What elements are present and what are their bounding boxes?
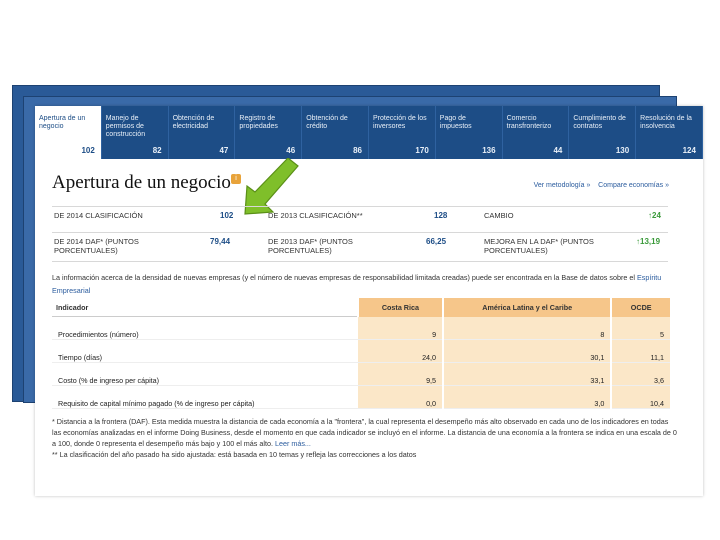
main-panel bbox=[35, 106, 703, 496]
tab-impuestos[interactable] bbox=[436, 106, 503, 159]
header-america-latina: América Latina y el Caribe bbox=[443, 298, 611, 317]
daf-improvement-value: ↑13,19 bbox=[636, 237, 661, 246]
tab-credito[interactable] bbox=[302, 106, 369, 159]
costa-rica-value: 9 bbox=[358, 317, 443, 340]
latam-value: 8 bbox=[443, 317, 611, 340]
rank-2013-label: DE 2013 CLASIFICACIÓN** bbox=[268, 211, 363, 220]
ocde-value: 11,1 bbox=[611, 340, 671, 363]
compare-link[interactable]: Compare economías » bbox=[598, 182, 669, 189]
tab-rank: 130 bbox=[615, 146, 630, 155]
paragraph-text: La información acerca de la densidad de nuevas empresas (y el número de nuevas empresas de responsabilidad limitada creadas) puede ser encontrada en la Base de datos sobre el bbox=[52, 273, 637, 282]
table-row bbox=[52, 340, 671, 363]
tab-rank: 44 bbox=[553, 146, 563, 155]
footnote-daf-text: * Distancia a la frontera (DAF). Esta medida muestra la distancia de cada economía a la "frontera", la cual representa el desempeño más alto observado en cada uno de los indicadores en todas las economías analizadas en el informe Doing Business, desde el momento en que cada indicador se incluyó en el informe. La distancia de una economía a la frontera se indica en una escala de 0 a 100, donde 0 representa el desempeño más bajo y 100 el más alto. bbox=[52, 417, 677, 448]
tab-inversores[interactable] bbox=[369, 106, 436, 159]
tab-rank: 46 bbox=[286, 146, 296, 155]
header-costa-rica: Costa Rica bbox=[358, 298, 443, 317]
latam-value: 3,0 bbox=[443, 386, 611, 409]
daf-2014-value: 79,44 bbox=[210, 237, 231, 246]
header-indicador: Indicador bbox=[52, 298, 358, 317]
footnotes bbox=[52, 416, 677, 460]
methodology-link[interactable]: Ver metodología » bbox=[533, 182, 591, 189]
tab-label: Obtención de crédito bbox=[306, 115, 348, 130]
daf-improvement-label: MEJORA EN LA DAF* (PUNTOS PORCENTUALES) bbox=[484, 237, 594, 255]
tab-rank: 82 bbox=[152, 146, 162, 155]
tab-label: Comercio transfronterizo bbox=[506, 115, 552, 130]
tab-contratos[interactable] bbox=[569, 106, 636, 159]
topic-tabs bbox=[35, 106, 703, 159]
table-row bbox=[52, 363, 671, 386]
entrepreneurship-link[interactable]: Espíritu Empresarial bbox=[52, 273, 662, 295]
footnote-classification: ** La clasificación del año pasado ha sido ajustada: está basada en 10 temas y refleja las correcciones a los datos bbox=[52, 450, 417, 459]
costa-rica-value: 24,0 bbox=[358, 340, 443, 363]
tab-apertura[interactable] bbox=[35, 106, 102, 159]
tab-label: Resolución de la insolvencia bbox=[640, 115, 692, 130]
tab-rank: 102 bbox=[81, 146, 95, 155]
header-links bbox=[534, 182, 669, 189]
rank-2013-value: 128 bbox=[434, 211, 448, 220]
tab-label: Protección de los inversores bbox=[372, 115, 427, 130]
tab-permisos[interactable] bbox=[102, 106, 169, 159]
tab-rank: 47 bbox=[219, 146, 229, 155]
read-more-link[interactable]: Leer más... bbox=[274, 439, 311, 448]
density-paragraph bbox=[52, 271, 672, 297]
ocde-value: 5 bbox=[611, 317, 671, 340]
ranking-row bbox=[52, 206, 668, 227]
daf-2013-label: DE 2013 DAF* (PUNTOS PORCENTUALES) bbox=[268, 237, 353, 255]
costa-rica-value: 9,5 bbox=[358, 363, 443, 386]
tab-label: Registro de propiedades bbox=[239, 115, 278, 130]
tab-propiedades[interactable] bbox=[235, 106, 302, 159]
daf-row bbox=[52, 232, 668, 262]
header-ocde: OCDE bbox=[611, 298, 671, 317]
tab-rank: 170 bbox=[415, 146, 429, 155]
tab-comercio[interactable] bbox=[503, 106, 570, 159]
footnote-daf bbox=[52, 416, 677, 449]
table-row bbox=[52, 317, 671, 340]
tab-rank: 86 bbox=[353, 146, 362, 155]
ocde-value: 3,6 bbox=[611, 363, 671, 386]
rank-2014-value: 102 bbox=[220, 211, 234, 220]
indicator-label: Costo (% de ingreso per cápita) bbox=[52, 363, 358, 386]
tab-label: Cumplimiento de contratos bbox=[573, 115, 626, 130]
daf-2013-value: 66,25 bbox=[426, 237, 447, 246]
change-label: CAMBIO bbox=[484, 211, 514, 220]
tab-label: Manejo de permisos de construcción bbox=[105, 115, 146, 138]
latam-value: 33,1 bbox=[443, 363, 611, 386]
tab-label: Obtención de electricidad bbox=[172, 115, 215, 130]
tab-rank: 124 bbox=[682, 146, 696, 155]
rank-2014-label: DE 2014 CLASIFICACIÓN bbox=[54, 211, 143, 220]
tab-rank: 136 bbox=[482, 146, 496, 155]
costa-rica-value: 0,0 bbox=[358, 386, 443, 409]
table-header-row bbox=[52, 298, 671, 317]
ocde-value: 10,4 bbox=[611, 386, 671, 409]
change-value: ↑24 bbox=[648, 211, 661, 220]
tab-label: Apertura de un negocio bbox=[39, 115, 86, 130]
latam-value: 30,1 bbox=[443, 340, 611, 363]
info-icon[interactable]: i bbox=[231, 174, 241, 184]
table-row bbox=[52, 386, 671, 409]
indicator-label: Requisito de capital mínimo pagado (% de ingreso per cápita) bbox=[52, 386, 358, 409]
indicators-table bbox=[52, 298, 672, 409]
tab-electricidad[interactable] bbox=[169, 106, 236, 159]
tab-label: Pago de impuestos bbox=[439, 115, 472, 130]
daf-2014-label: DE 2014 DAF* (PUNTOS PORCENTUALES) bbox=[54, 237, 139, 255]
tab-insolvencia[interactable] bbox=[636, 106, 703, 159]
page-title: Apertura de un negocio bbox=[52, 172, 231, 193]
indicator-label: Procedimientos (número) bbox=[52, 317, 358, 340]
indicator-label: Tiempo (días) bbox=[52, 340, 358, 363]
